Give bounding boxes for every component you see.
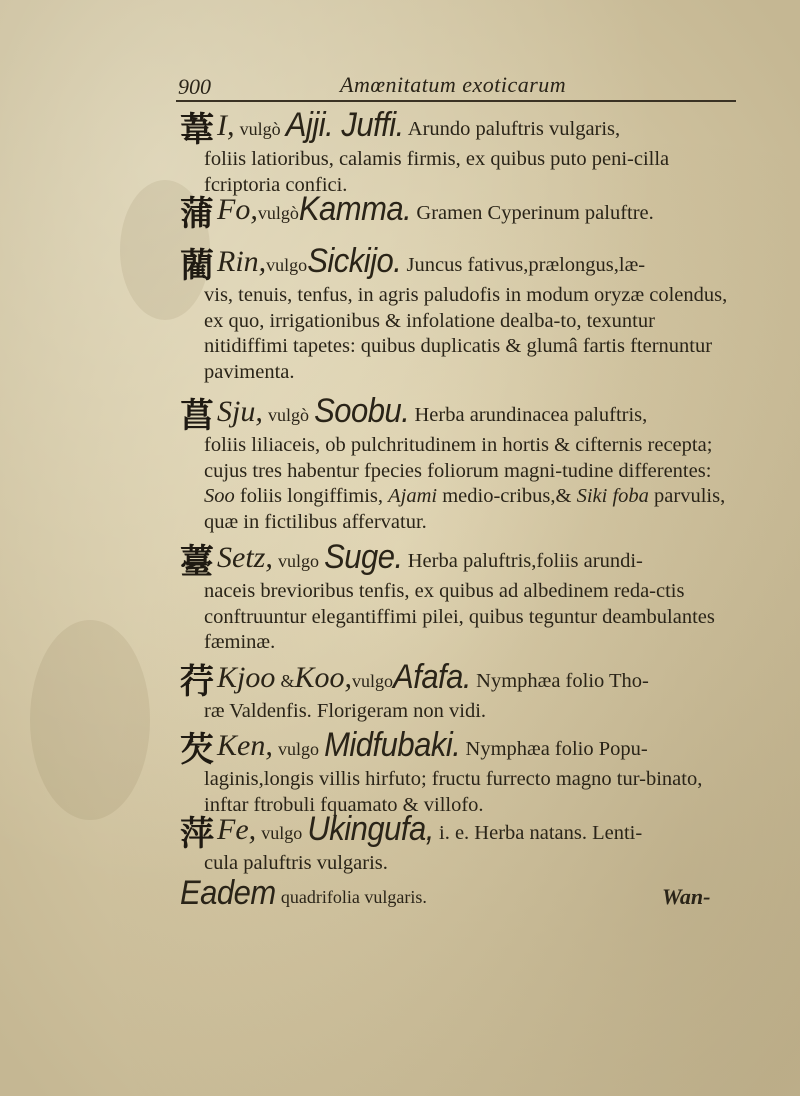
kanji-glyph: 芡 [180,730,214,770]
vulgo-label: vulgo [277,739,319,759]
species-name: Siki foba [576,485,649,507]
description-line: Herba arundinacea paluftris, [414,404,648,426]
description-line: Herba paluftris,foliis arundi- [407,550,643,572]
vulgo-label: vulgo [352,671,394,691]
vernacular-name: Kamma. [298,189,412,228]
description-line: Arundo paluftris vulgaris, [407,118,621,140]
description-line: i. e. Herba natans. Lenti- [439,822,643,844]
entry-i [180,105,740,198]
entry-head: Setz, [217,541,273,574]
vulgo-label: vulgo [266,255,308,275]
header-rule [176,100,736,102]
page-number: 900 [178,74,211,99]
description-part: foliis liliaceis, ob pulchritudinem in hortis & cifternis recepta; cujus tres habentur fpecies foliorum magni-tudine differentes: [204,434,713,482]
description-line: Nymphæa folio Tho- [476,670,649,692]
description-text: vis, tenuis, tenfus, in agris paludofis in modum oryzæ colendus, ex quo, irrigationibus & infolatione dealba-to, texuntur nitidiffimi tapetes: quibus duplicatis & glumâ fartis fternuntur pavimenta. [204,284,728,383]
description-line: Nymphæa folio Popu- [465,738,648,760]
eadem-text: quadrifolia vulgaris. [280,887,427,907]
catchword: Wan- [662,884,711,909]
species-name: Soo [204,485,235,507]
entry-head: Kjoo [217,661,276,694]
description-part: foliis longiffimis, [239,485,384,507]
entry-head: Ken, [217,729,273,762]
kanji-glyph: 蒲 [180,194,214,234]
eadem-word: Eadem [180,873,276,912]
description-part: parvulis, quæ in fictilibus affervatur. [204,485,726,533]
and-sign: & [280,671,295,691]
entry-ken [180,725,740,818]
kanji-glyph: 薹 [180,542,214,582]
description-text: laginis,longis villis hirfuto; fructu furrecto magno tur-binato, inftar ftrobuli fquamato & villofo. [204,768,703,816]
entry-head: Fo, [217,193,258,226]
entry-head: Fe, [217,813,257,846]
description-line: Juncus fativus,prælongus,læ- [406,254,646,276]
vulgo-label: vulgò [267,405,309,425]
kanji-glyph: 荇 [180,662,214,702]
entry-sju [180,391,740,535]
entry-rin [180,241,740,385]
kanji-glyph: 葦 [180,110,214,150]
kanji-glyph: 萍 [180,814,214,854]
vulgo-label: vulgò [257,203,299,223]
entry-setz [180,537,740,656]
kanji-glyph: 菖 [180,396,214,436]
entry-head: I, [217,109,235,142]
entry-fe [180,809,740,877]
description-part: medio-cribus,& [442,485,572,507]
vernacular-name: Soobu. [314,391,410,430]
vernacular-name: Midfubaki. [324,725,461,764]
vulgo-label: vulgo [277,551,319,571]
vulgo-label: vulgo [261,823,303,843]
description-text [180,433,740,535]
description-line: Gramen Cyperinum paluftre. [416,202,654,224]
vernacular-name: Sickijo. [307,241,402,280]
vernacular-name: Suge. [324,537,403,576]
vulgo-label: vulgò [239,119,281,139]
entry-head-alt: Koo, [294,661,353,694]
running-head: Amœnitatum exoticarum [340,72,567,97]
vernacular-name: Ajji. Juffi. [285,105,404,144]
entry-eadem [180,873,740,912]
paper-stain [30,620,150,820]
entry-fo [180,189,740,234]
entry-head: Sju, [217,395,263,428]
vernacular-name: Afafa. [393,657,472,696]
entry-head: Rin, [217,245,267,278]
entry-kjoo [180,657,740,725]
description-text: ræ Valdenfis. Florigeram non vidi. [204,700,487,722]
species-name: Ajami [388,485,438,507]
description-text: cula paluftris vulgaris. [204,852,388,874]
kanji-glyph: 藺 [180,246,214,286]
description-text: foliis latioribus, calamis firmis, ex quibus puto peni-cilla fcriptoria confici. [204,148,670,196]
vernacular-name: Ukingufa, [307,809,434,848]
description-text: naceis brevioribus tenfis, ex quibus ad albedinem reda-ctis conftruuntur elegantiffimi pilei, quibus teguntur deambulantes fæminæ. [204,580,715,653]
